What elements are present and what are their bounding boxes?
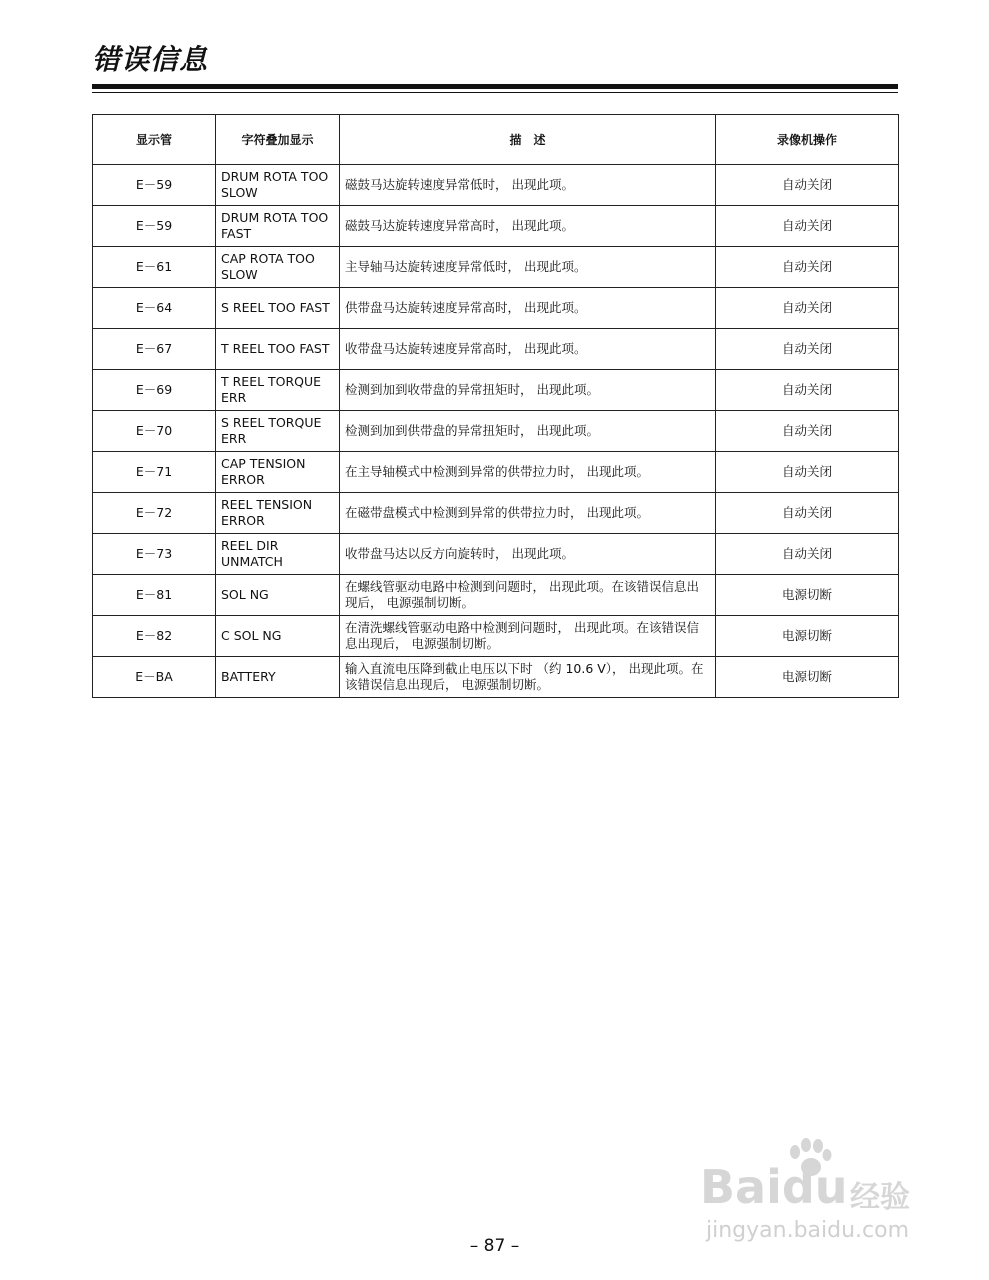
cell-operation: 自动关闭 <box>716 411 899 452</box>
cell-code: E－59 <box>93 165 216 206</box>
cell-description: 收带盘马达以反方向旋转时， 出现此项。 <box>340 534 716 575</box>
cell-osd: DRUM ROTA TOO FAST <box>216 206 340 247</box>
baidu-jingyan-watermark <box>700 1138 940 1248</box>
cell-description: 在磁带盘模式中检测到异常的供带拉力时， 出现此项。 <box>340 493 716 534</box>
cell-operation: 自动关闭 <box>716 329 899 370</box>
cell-operation: 自动关闭 <box>716 165 899 206</box>
cell-code: E－BA <box>93 657 216 698</box>
cell-code: E－69 <box>93 370 216 411</box>
table-row <box>93 452 899 493</box>
table-row <box>93 575 899 616</box>
cell-code: E－71 <box>93 452 216 493</box>
cell-osd: DRUM ROTA TOO SLOW <box>216 165 340 206</box>
cell-operation: 自动关闭 <box>716 247 899 288</box>
page-number: – 87 – <box>469 1236 520 1256</box>
cell-code: E－70 <box>93 411 216 452</box>
cell-description: 收带盘马达旋转速度异常高时， 出现此项。 <box>340 329 716 370</box>
cell-osd: CAP TENSION ERROR <box>216 452 340 493</box>
cell-description: 检测到加到供带盘的异常扭矩时， 出现此项。 <box>340 411 716 452</box>
cell-osd: C SOL NG <box>216 616 340 657</box>
header-osd: 字符叠加显示 <box>216 115 340 165</box>
cell-operation: 自动关闭 <box>716 206 899 247</box>
watermark-subtitle: 经验 <box>850 1180 910 1215</box>
cell-osd: REEL DIR UNMATCH <box>216 534 340 575</box>
cell-code: E－81 <box>93 575 216 616</box>
cell-operation: 自动关闭 <box>716 534 899 575</box>
cell-operation: 自动关闭 <box>716 370 899 411</box>
cell-description: 供带盘马达旋转速度异常高时， 出现此项。 <box>340 288 716 329</box>
cell-osd: SOL NG <box>216 575 340 616</box>
cell-description: 磁鼓马达旋转速度异常低时， 出现此项。 <box>340 165 716 206</box>
cell-code: E－73 <box>93 534 216 575</box>
cell-osd: T REEL TORQUE ERR <box>216 370 340 411</box>
table-row <box>93 206 899 247</box>
cell-description: 在螺线管驱动电路中检测到问题时， 出现此项。在该错误信息出现后， 电源强制切断。 <box>340 575 716 616</box>
cell-operation: 电源切断 <box>716 616 899 657</box>
cell-code: E－72 <box>93 493 216 534</box>
table-row <box>93 165 899 206</box>
cell-osd: CAP ROTA TOO SLOW <box>216 247 340 288</box>
header-vtr-operation: 录像机操作 <box>716 115 899 165</box>
table-row <box>93 534 899 575</box>
cell-code: E－61 <box>93 247 216 288</box>
cell-operation: 电源切断 <box>716 575 899 616</box>
cell-operation: 自动关闭 <box>716 452 899 493</box>
cell-osd: BATTERY <box>216 657 340 698</box>
cell-osd: S REEL TORQUE ERR <box>216 411 340 452</box>
table-header-row <box>93 115 899 165</box>
cell-description: 主导轴马达旋转速度异常低时， 出现此项。 <box>340 247 716 288</box>
cell-code: E－64 <box>93 288 216 329</box>
cell-osd: REEL TENSION ERROR <box>216 493 340 534</box>
page-title: 错误信息 <box>92 43 209 76</box>
cell-description: 在清洗螺线管驱动电路中检测到问题时， 出现此项。在该错误信息出现后， 电源强制切断。 <box>340 616 716 657</box>
cell-description: 在主导轴模式中检测到异常的供带拉力时， 出现此项。 <box>340 452 716 493</box>
header-description: 描 述 <box>340 115 716 165</box>
table-row <box>93 288 899 329</box>
watermark-brand-bai: Bai <box>700 1160 782 1214</box>
table-row <box>93 411 899 452</box>
header-display-tube: 显示管 <box>93 115 216 165</box>
cell-operation: 电源切断 <box>716 657 899 698</box>
cell-description: 检测到加到收带盘的异常扭矩时， 出现此项。 <box>340 370 716 411</box>
table-row <box>93 657 899 698</box>
cell-description: 磁鼓马达旋转速度异常高时， 出现此项。 <box>340 206 716 247</box>
cell-code: E－82 <box>93 616 216 657</box>
header-rule-thick <box>92 84 898 89</box>
table-row <box>93 370 899 411</box>
table-row <box>93 616 899 657</box>
header-rule-thin <box>92 92 898 93</box>
watermark-brand-du: du <box>781 1160 848 1214</box>
watermark-url: jingyan.baidu.com <box>706 1218 910 1243</box>
cell-osd: S REEL TOO FAST <box>216 288 340 329</box>
table-row <box>93 329 899 370</box>
table-row <box>93 247 899 288</box>
error-table <box>92 114 899 698</box>
cell-operation: 自动关闭 <box>716 493 899 534</box>
cell-description: 输入直流电压降到截止电压以下时 （约 10.6 V）， 出现此项。在该错误信息出现后， 电源强制切断。 <box>340 657 716 698</box>
cell-code: E－67 <box>93 329 216 370</box>
cell-code: E－59 <box>93 206 216 247</box>
cell-operation: 自动关闭 <box>716 288 899 329</box>
cell-osd: T REEL TOO FAST <box>216 329 340 370</box>
watermark-brand <box>700 1160 848 1214</box>
table-row <box>93 493 899 534</box>
